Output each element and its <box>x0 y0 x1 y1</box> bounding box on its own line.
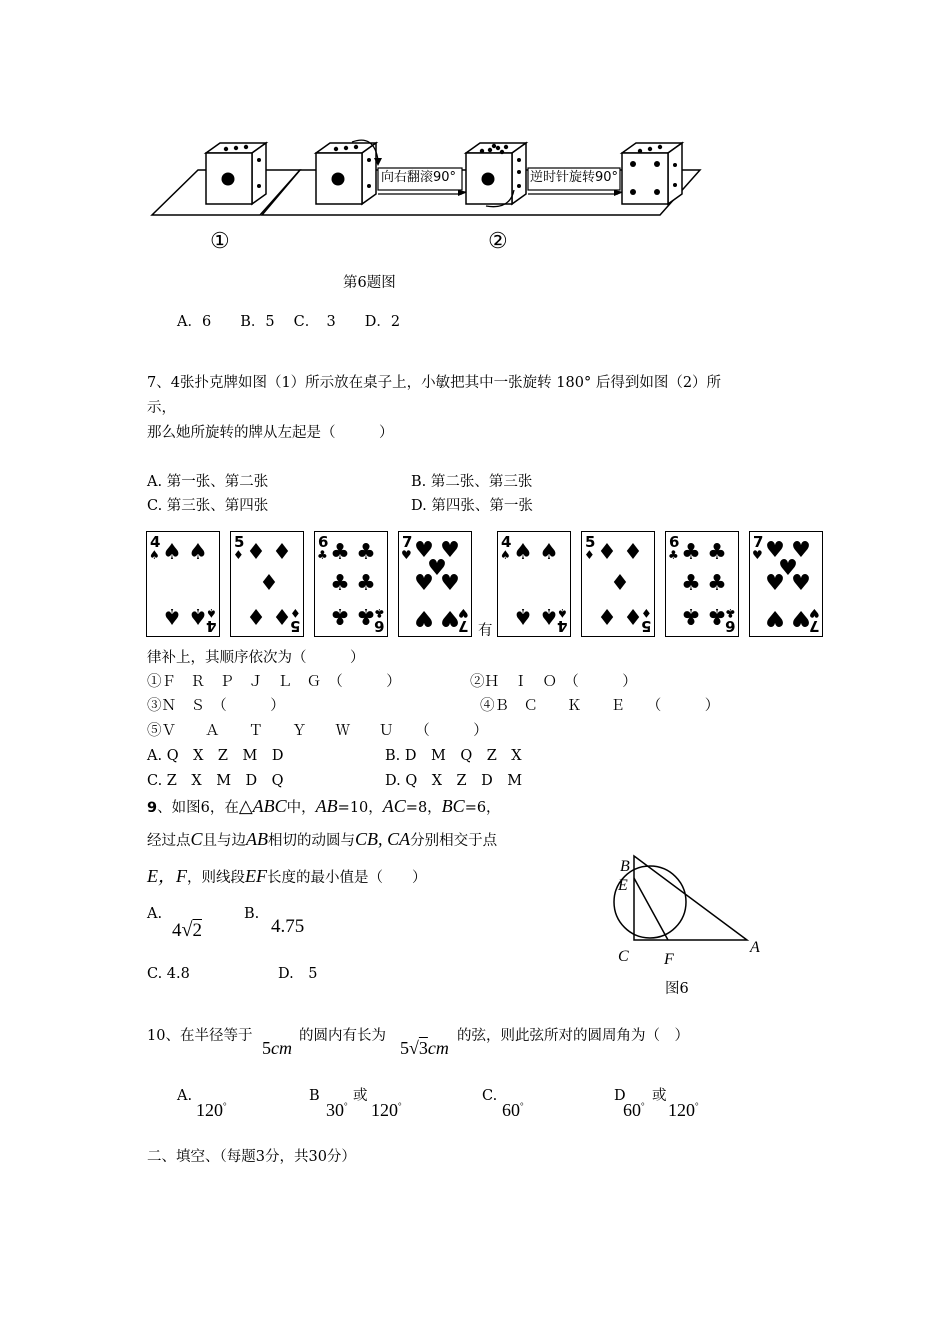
q10-option-d-label: D <box>614 1088 626 1104</box>
seg-ab-2: AB <box>246 829 269 849</box>
card-suit-pip: ♣ <box>330 540 350 565</box>
q10-chord: 5√3cm <box>400 1038 449 1058</box>
q9-text2: 中， <box>286 800 316 816</box>
card-suit-pip: ♣ <box>707 571 727 596</box>
q8-seq-4: ④Ｂ Ｃ Ｋ Ｅ （ ） <box>480 698 720 714</box>
q7-line1b: 示， <box>147 400 176 416</box>
val-ab: =10， <box>337 800 383 816</box>
card-rank-inverted: 7 <box>808 617 819 635</box>
card-suit-pip: ♠ <box>188 540 208 565</box>
q10-option-a-value: 120° <box>196 1100 227 1120</box>
q9-option-b-value: 4.75 <box>271 916 305 937</box>
card-suit-pip: ♦ <box>246 603 266 628</box>
card-suit-pip: ♠ <box>162 540 182 565</box>
card-suit-pip: ♣ <box>330 571 350 596</box>
card-rank: 5 <box>585 533 596 551</box>
q8-option-c: C. Z X M D Q <box>147 773 284 789</box>
card-suit-small: ♠ <box>149 548 160 562</box>
fig6-label-c: C <box>618 948 629 965</box>
q9-option-c: C. 4.8 <box>147 966 190 982</box>
card-suit-pip: ♥ <box>791 605 811 630</box>
card-suit-pip: ♣ <box>356 603 376 628</box>
q9-l3b: 长度的最小值是（ ） <box>267 870 427 886</box>
arrow-label-roll-right: 向右翻滚90° <box>381 170 457 185</box>
q8-seq-2: ②Ｈ Ｉ Ｏ （ ） <box>470 674 637 690</box>
card-suit-pip: ♦ <box>272 540 292 565</box>
card-suit-pip: ♥ <box>765 605 785 630</box>
q7-option-d: D. 第四张、第一张 <box>411 498 533 514</box>
fig6-caption: 图6 <box>665 981 689 997</box>
fig6-label-a: A <box>750 939 760 956</box>
card-suit-pip: ♥ <box>440 571 460 596</box>
seg-ab: AB <box>315 796 338 816</box>
q9-l3a: ，则线段 <box>187 870 245 886</box>
card-suit-pip: ♦ <box>623 540 643 565</box>
q6-caption: 第6题图 <box>343 275 396 291</box>
card-rank-inverted: 5 <box>640 617 651 635</box>
card-rank-inverted: 4 <box>556 617 567 635</box>
card-suit-pip: ♦ <box>259 571 279 596</box>
card-suit-pip: ♥ <box>765 538 785 563</box>
card-rank: 4 <box>501 533 512 551</box>
q7-option-b: B. 第二张、第三张 <box>411 474 533 490</box>
q10-radius: 5cm <box>262 1038 292 1058</box>
card-suit-pip: ♠ <box>513 540 533 565</box>
q10-option-d-value1: 60° <box>623 1100 645 1120</box>
card-suit-pip: ♣ <box>707 540 727 565</box>
card-suit-small-inverted: ♦ <box>641 606 652 620</box>
q8-seq-1: ①Ｆ Ｒ Ｐ Ｊ Ｌ Ｇ （ ） <box>147 674 401 690</box>
card-rank-inverted: 6 <box>373 617 384 635</box>
figure-label-2: ② <box>488 229 508 254</box>
card-suit-small: ♠ <box>500 548 511 562</box>
card-suit-pip: ♥ <box>791 571 811 596</box>
q10-option-b-value2: 120° <box>371 1100 402 1120</box>
card-suit-small: ♣ <box>317 548 328 562</box>
card-suit-pip: ♥ <box>414 538 434 563</box>
q7-option-c: C. 第三张、第四张 <box>147 498 269 514</box>
q8-option-a: A. Q X Z M D <box>147 748 284 764</box>
seg-ac: AC <box>382 796 406 816</box>
q9-l2c: 相切的动圆与 <box>268 833 356 849</box>
card-suit-pip: ♣ <box>681 571 701 596</box>
fig6-label-e: E <box>618 877 628 894</box>
card-rank-inverted: 5 <box>289 617 300 635</box>
card-suit-pip: ♣ <box>356 571 376 596</box>
section-2-heading: 二、填空、（每题3分，共30分） <box>147 1149 356 1165</box>
card-suit-small-inverted: ♥ <box>458 606 469 620</box>
q10-option-c-label: C. <box>482 1088 498 1104</box>
card-suit-small-inverted: ♣ <box>374 606 385 620</box>
card-rank: 7 <box>402 533 413 551</box>
q6-options: A．6 B．5 C． 3 D．2 <box>177 314 401 330</box>
q10-option-d-or: 或 <box>652 1088 667 1104</box>
q10-option-c-value: 60° <box>502 1100 524 1120</box>
card-suit-pip: ♦ <box>246 540 266 565</box>
fig6-label-f: F <box>664 951 674 968</box>
card-rank-inverted: 7 <box>457 617 468 635</box>
q8-option-b: B. D M Q Z X <box>385 748 522 764</box>
q7-trailing-text: 有 <box>478 623 493 639</box>
q8-option-d: D. Q X Z D M <box>385 773 523 789</box>
points-ef: E，F <box>147 866 187 886</box>
card-rank: 7 <box>753 533 764 551</box>
card-rank: 4 <box>150 533 161 551</box>
q10-option-d-value2: 120° <box>668 1100 699 1120</box>
card-suit-pip: ♠ <box>188 603 208 628</box>
card-suit-small: ♣ <box>668 548 679 562</box>
card-rank: 6 <box>318 533 329 551</box>
card-suit-pip: ♦ <box>623 603 643 628</box>
arrow-label-rotate-ccw: 逆时针旋转90° <box>530 170 619 185</box>
card-rank: 5 <box>234 533 245 551</box>
card-suit-small: ♦ <box>233 548 244 562</box>
figure-label-1: ① <box>210 229 230 254</box>
card-suit-pip: ♥ <box>414 605 434 630</box>
card-suit-pip: ♥ <box>778 556 798 581</box>
card-suit-pip: ♦ <box>610 571 630 596</box>
triangle-symbol: △ <box>238 796 253 816</box>
card-suit-pip: ♣ <box>330 603 350 628</box>
seg-cb: CB, <box>355 829 383 849</box>
q7-line1: 7、4张扑克牌如图（1）所示放在桌子上，小敏把其中一张旋转 180° 后得到如图（2）所 <box>147 375 722 391</box>
card-rank-inverted: 6 <box>724 617 735 635</box>
card-suit-pip: ♠ <box>162 603 182 628</box>
q9-option-a-label: A. <box>147 906 163 922</box>
card-suit-pip: ♠ <box>539 603 559 628</box>
card-rank-inverted: 4 <box>205 617 216 635</box>
q10-option-b-or: 或 <box>353 1088 368 1104</box>
q10-text3: 的弦，则此弦所对的圆周角为（ ） <box>457 1028 689 1044</box>
seg-bc: BC <box>441 796 465 816</box>
card-suit-pip: ♠ <box>513 603 533 628</box>
card-suit-small-inverted: ♠ <box>206 606 217 620</box>
card-suit-small-inverted: ♠ <box>557 606 568 620</box>
q9-option-d: D. 5 <box>278 966 318 982</box>
card-suit-pip: ♣ <box>356 540 376 565</box>
card-suit-pip: ♥ <box>440 538 460 563</box>
q9-l2b: 且与边 <box>202 833 247 849</box>
q8-intro: 律补上，其顺序依次为（ ） <box>147 650 365 666</box>
card-suit-pip: ♥ <box>440 605 460 630</box>
card-suit-small-inverted: ♥ <box>809 606 820 620</box>
val-ac: =8， <box>405 800 442 816</box>
q9-option-a-value: 4√2 <box>172 919 202 941</box>
seg-ca: CA <box>387 829 411 849</box>
card-suit-pip: ♥ <box>765 571 785 596</box>
card-suit-small-inverted: ♦ <box>290 606 301 620</box>
q9-number: 9 <box>147 800 158 816</box>
card-suit-pip: ♥ <box>427 556 447 581</box>
card-suit-pip: ♦ <box>272 603 292 628</box>
q10-option-a-label: A. <box>177 1088 193 1104</box>
q10-option-b-value1: 30° <box>326 1100 348 1120</box>
card-suit-small: ♦ <box>584 548 595 562</box>
q7-line2: 那么她所旋转的牌从左起是（ ） <box>147 425 394 441</box>
card-suit-pip: ♣ <box>681 540 701 565</box>
card-suit-pip: ♠ <box>539 540 559 565</box>
val-bc: =6， <box>464 800 501 816</box>
point-c: C <box>190 829 203 849</box>
q10-text1: 10、在半径等于 <box>147 1028 253 1044</box>
q10-text2: 的圆内有长为 <box>299 1028 386 1044</box>
q9-l2a: 经过点 <box>147 833 191 849</box>
card-suit-small-inverted: ♣ <box>725 606 736 620</box>
q9-option-b-label: B. <box>244 906 260 922</box>
card-suit-pip: ♦ <box>597 603 617 628</box>
card-suit-small: ♥ <box>752 548 763 562</box>
q9-l2d: 分别相交于点 <box>410 833 498 849</box>
seg-ef: EF <box>245 866 267 886</box>
card-suit-pip: ♥ <box>414 571 434 596</box>
fig6-label-b: B <box>620 858 630 875</box>
card-suit-small: ♥ <box>401 548 412 562</box>
card-rank: 6 <box>669 533 680 551</box>
q8-seq-5: ⑤Ｖ Ａ Ｔ Ｙ Ｗ Ｕ （ ） <box>147 723 488 739</box>
card-suit-pip: ♦ <box>597 540 617 565</box>
q9-text1: 、如图6，在 <box>157 800 239 816</box>
q8-seq-3: ③Ｎ Ｓ （ ） <box>147 698 285 714</box>
q10-option-b-label: B <box>309 1088 320 1104</box>
q7-option-a: A. 第一张、第二张 <box>147 474 269 490</box>
card-suit-pip: ♥ <box>791 538 811 563</box>
triangle-name: ABC <box>252 796 287 816</box>
card-suit-pip: ♣ <box>707 603 727 628</box>
card-suit-pip: ♣ <box>681 603 701 628</box>
